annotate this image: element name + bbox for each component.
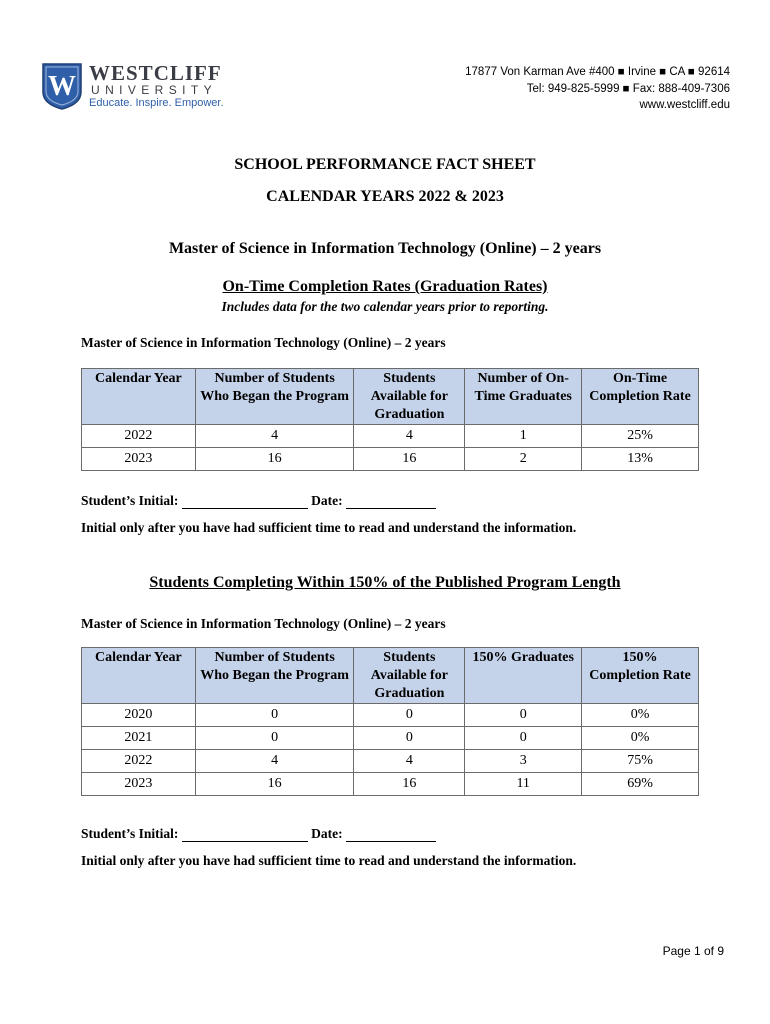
section2-heading: Students Completing Within 150% of the Published Program Length <box>149 574 621 591</box>
contact-block <box>465 64 730 114</box>
logo-tagline: Educate. Inspire. Empower. <box>89 97 224 109</box>
initial-label: Student’s Initial: <box>81 826 179 841</box>
initial-field[interactable] <box>182 495 308 509</box>
table-header-row <box>82 648 699 704</box>
program-heading: Master of Science in Information Technology (Online) – 2 years <box>168 240 602 257</box>
page-number: Page 1 of 9 <box>662 944 724 958</box>
initial-instruction-1: Initial only after you have had sufficient time to read and understand the information. <box>81 520 577 535</box>
section1-program-label: Master of Science in Information Technology (Online) – 2 years <box>81 335 446 350</box>
table-cell: 75% <box>582 750 699 773</box>
column-header: 150% Completion Rate <box>582 648 699 704</box>
table-cell: 2020 <box>82 704 196 727</box>
table-cell: 0 <box>354 727 465 750</box>
initial-line-1 <box>81 493 436 509</box>
page-subtitle: CALENDAR YEARS 2022 & 2023 <box>266 188 504 205</box>
date-field[interactable] <box>346 495 436 509</box>
table-cell: 0% <box>582 704 699 727</box>
on-time-completion-table <box>81 368 699 471</box>
table-cell: 2022 <box>82 750 196 773</box>
column-header: Calendar Year <box>82 369 196 425</box>
initial-label: Student’s Initial: <box>81 493 179 508</box>
svg-text:W: W <box>48 71 76 102</box>
column-header: Number of On-Time Graduates <box>465 369 582 425</box>
initial-line-2 <box>81 826 436 842</box>
table-cell: 2023 <box>82 773 196 796</box>
table-cell: 16 <box>354 773 465 796</box>
section1-heading: On-Time Completion Rates (Graduation Rates) <box>222 278 548 295</box>
shield-logo-icon <box>41 62 83 110</box>
phone-line: Tel: 949-825-5999 ■ Fax: 888-409-7306 <box>526 82 730 95</box>
table-cell: 4 <box>195 750 354 773</box>
table-cell: 0 <box>195 704 354 727</box>
table-cell: 13% <box>582 448 699 471</box>
table-cell: 2023 <box>82 448 196 471</box>
table-cell: 25% <box>582 425 699 448</box>
column-header: Students Available for Graduation <box>354 648 465 704</box>
table-cell: 1 <box>465 425 582 448</box>
initial-instruction-2: Initial only after you have had sufficient time to read and understand the information. <box>81 853 577 868</box>
table-cell: 16 <box>195 448 354 471</box>
section2-program-label: Master of Science in Information Technology (Online) – 2 years <box>81 616 446 631</box>
university-logo <box>41 62 231 112</box>
table-row <box>82 727 699 750</box>
logo-subtitle: UNIVERSITY <box>91 83 218 97</box>
table-cell: 3 <box>465 750 582 773</box>
table-cell: 11 <box>465 773 582 796</box>
table-cell: 4 <box>195 425 354 448</box>
table-row <box>82 750 699 773</box>
table-cell: 4 <box>354 750 465 773</box>
date-label: Date: <box>311 493 343 508</box>
table-row <box>82 704 699 727</box>
table-cell: 0 <box>465 727 582 750</box>
address-line: 17877 Von Karman Ave #400 ■ Irvine ■ CA ■ 92614 <box>465 66 730 78</box>
page-title: SCHOOL PERFORMANCE FACT SHEET <box>234 156 536 173</box>
table-row <box>82 448 699 471</box>
table-header-row <box>82 369 699 425</box>
table-cell: 69% <box>582 773 699 796</box>
column-header: 150% Graduates <box>465 648 582 704</box>
table-cell: 2022 <box>82 425 196 448</box>
date-field[interactable] <box>346 828 436 842</box>
table-cell: 16 <box>354 448 465 471</box>
date-label: Date: <box>311 826 343 841</box>
table-cell: 2021 <box>82 727 196 750</box>
column-header: Number of Students Who Began the Program <box>195 369 354 425</box>
column-header: Calendar Year <box>82 648 196 704</box>
column-header: Students Available for Graduation <box>354 369 465 425</box>
column-header: Number of Students Who Began the Program <box>195 648 354 704</box>
table-cell: 2 <box>465 448 582 471</box>
table-cell: 0 <box>195 727 354 750</box>
table-cell: 0 <box>465 704 582 727</box>
table-row <box>82 425 699 448</box>
column-header: On-Time Completion Rate <box>582 369 699 425</box>
section1-note: Includes data for the two calendar years prior to reporting. <box>221 299 549 314</box>
table-cell: 0% <box>582 727 699 750</box>
completion-150-table <box>81 647 699 796</box>
initial-field[interactable] <box>182 828 308 842</box>
table-cell: 16 <box>195 773 354 796</box>
table-cell: 4 <box>354 425 465 448</box>
logo-name: WESTCLIFF <box>89 61 222 85</box>
website-link[interactable]: www.westcliff.edu <box>639 99 730 111</box>
table-row <box>82 773 699 796</box>
table-cell: 0 <box>354 704 465 727</box>
